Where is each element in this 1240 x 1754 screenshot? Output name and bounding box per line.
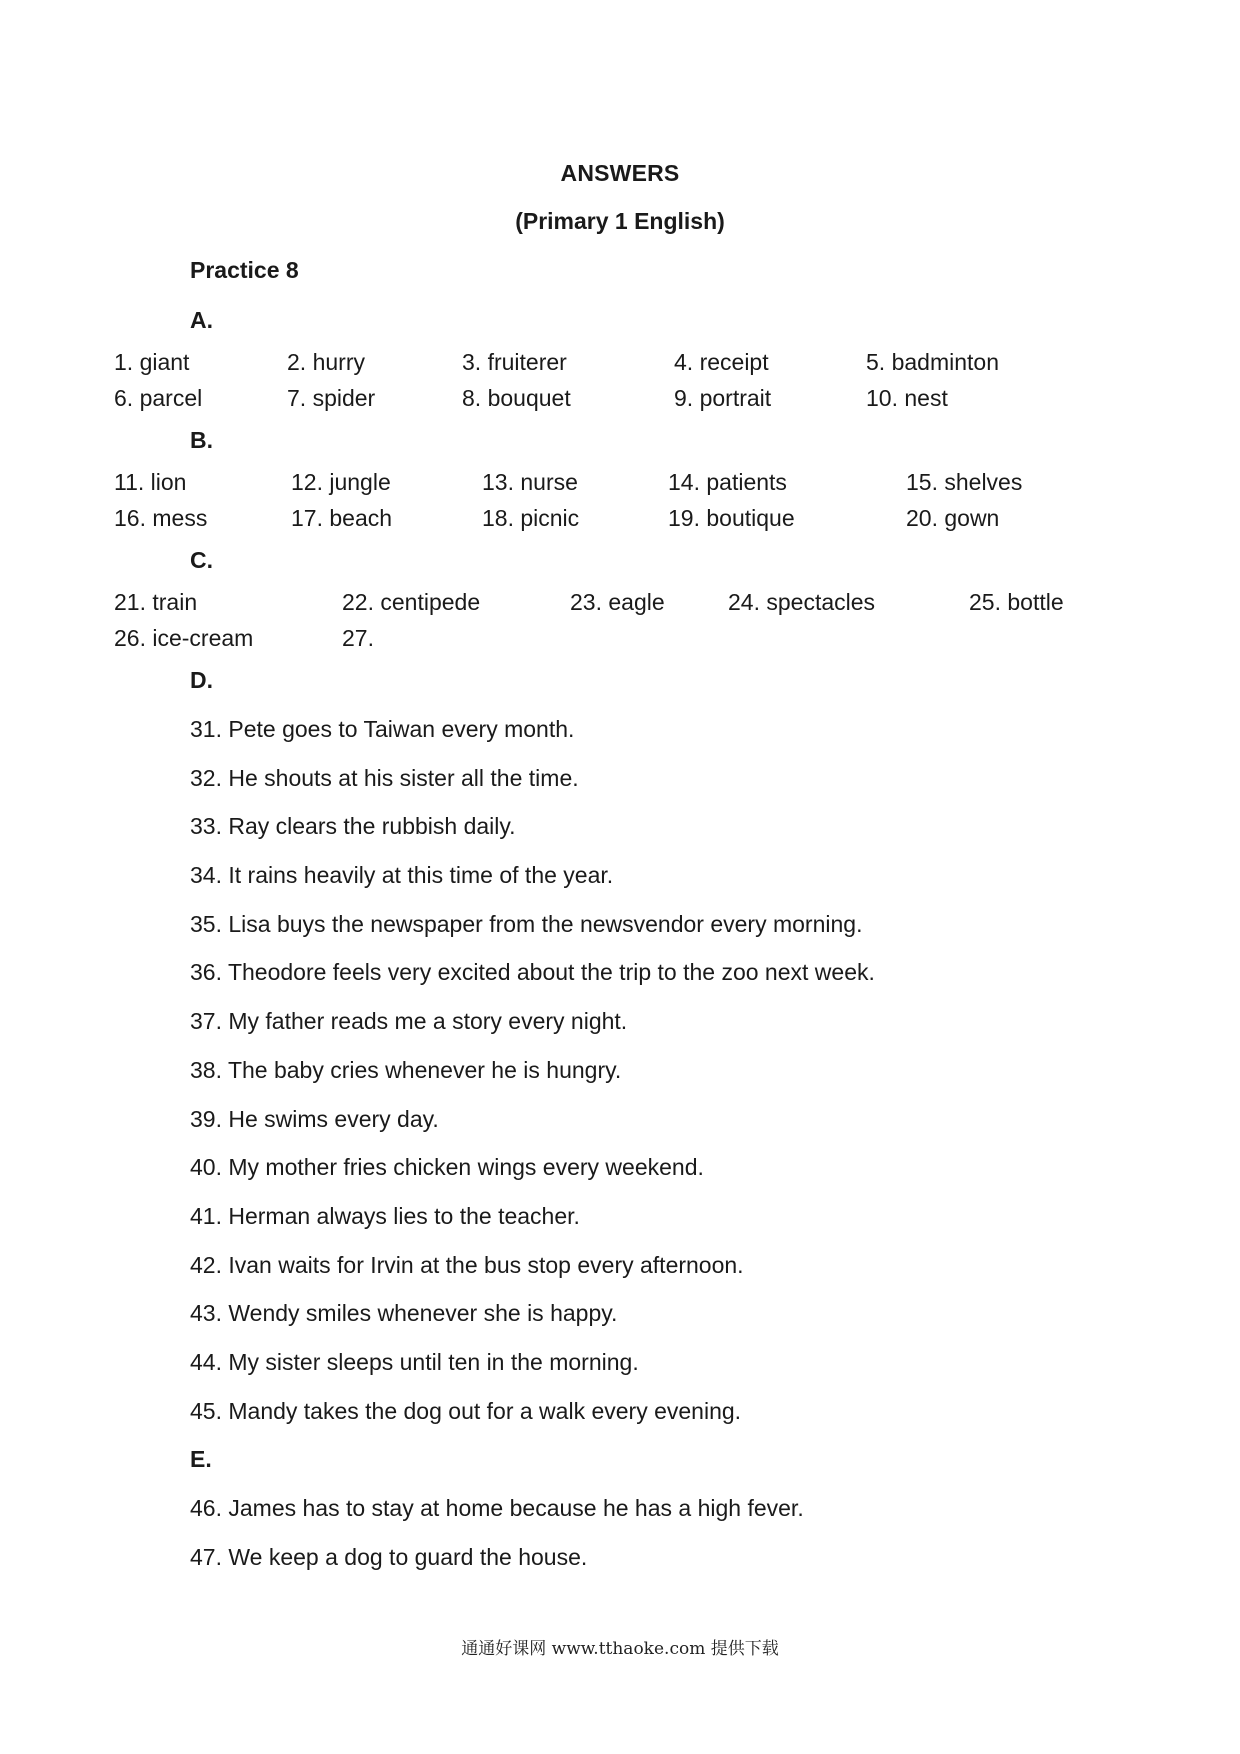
answer-item: 6. parcel <box>114 385 203 411</box>
page-subtitle: (Primary 1 English) <box>515 208 725 234</box>
section-a-label: A. <box>190 307 213 333</box>
sentence-answer: 38. The baby cries whenever he is hungry. <box>190 1057 622 1083</box>
answer-item: 12. jungle <box>291 469 391 495</box>
section-b-row-2 <box>0 505 1240 535</box>
answer-item: 26. ice-cream <box>114 625 254 651</box>
answer-item: 21. train <box>114 589 198 615</box>
answer-item: 4. receipt <box>674 349 769 375</box>
sentence-answer: 32. He shouts at his sister all the time. <box>190 765 579 791</box>
section-c-row-2 <box>0 625 1240 655</box>
footer-watermark: 通通好课网 www.tthaoke.com 提供下载 <box>461 1639 779 1659</box>
answer-item: 8. bouquet <box>462 385 571 411</box>
answer-item: 9. portrait <box>674 385 772 411</box>
answer-item: 14. patients <box>668 469 787 495</box>
answer-item: 7. spider <box>287 385 376 411</box>
sentence-answer: 36. Theodore feels very excited about the trip to the zoo next week. <box>190 959 875 985</box>
answer-item: 3. fruiterer <box>462 349 567 375</box>
answer-item: 17. beach <box>291 505 393 531</box>
answer-item: 5. badminton <box>866 349 999 375</box>
sentence-answer: 41. Herman always lies to the teacher. <box>190 1203 580 1229</box>
answer-item: 13. nurse <box>482 469 578 495</box>
answer-item: 10. nest <box>866 385 948 411</box>
sentence-answer: 31. Pete goes to Taiwan every month. <box>190 716 575 742</box>
answer-item: 11. lion <box>114 469 187 495</box>
section-a-row-2 <box>0 385 1240 415</box>
page-title: ANSWERS <box>560 160 680 186</box>
section-e-label: E. <box>190 1446 212 1472</box>
section-b-row-1 <box>0 469 1240 499</box>
answer-item: 27. <box>342 625 374 651</box>
answer-item: 20. gown <box>906 505 1000 531</box>
sentence-answer: 45. Mandy takes the dog out for a walk every evening. <box>190 1398 742 1424</box>
answer-item: 15. shelves <box>906 469 1023 495</box>
answer-item: 23. eagle <box>570 589 665 615</box>
answer-item: 1. giant <box>114 349 190 375</box>
section-a-row-1 <box>0 349 1240 379</box>
section-c-label: C. <box>190 547 213 573</box>
answer-item: 18. picnic <box>482 505 580 531</box>
answer-item: 22. centipede <box>342 589 481 615</box>
sentence-answer: 46. James has to stay at home because he has a high fever. <box>190 1495 804 1521</box>
answer-item: 25. bottle <box>969 589 1064 615</box>
answer-item: 24. spectacles <box>728 589 876 615</box>
practice-heading: Practice 8 <box>190 257 299 283</box>
answer-item: 2. hurry <box>287 349 365 375</box>
sentence-answer: 44. My sister sleeps until ten in the morning. <box>190 1349 639 1375</box>
section-c-row-1 <box>0 589 1240 619</box>
sentence-answer: 40. My mother fries chicken wings every weekend. <box>190 1154 704 1180</box>
sentence-answer: 34. It rains heavily at this time of the year. <box>190 862 614 888</box>
sentence-answer: 37. My father reads me a story every night. <box>190 1008 628 1034</box>
section-d-label: D. <box>190 667 213 693</box>
sentence-answer: 33. Ray clears the rubbish daily. <box>190 813 516 839</box>
sentence-answer: 42. Ivan waits for Irvin at the bus stop every afternoon. <box>190 1252 744 1278</box>
sentence-answer: 35. Lisa buys the newspaper from the newsvendor every morning. <box>190 911 863 937</box>
sentence-answer: 39. He swims every day. <box>190 1106 439 1132</box>
sentence-answer: 47. We keep a dog to guard the house. <box>190 1544 588 1570</box>
sentence-answer: 43. Wendy smiles whenever she is happy. <box>190 1300 618 1326</box>
answer-item: 19. boutique <box>668 505 795 531</box>
section-b-label: B. <box>190 427 213 453</box>
answer-item: 16. mess <box>114 505 208 531</box>
